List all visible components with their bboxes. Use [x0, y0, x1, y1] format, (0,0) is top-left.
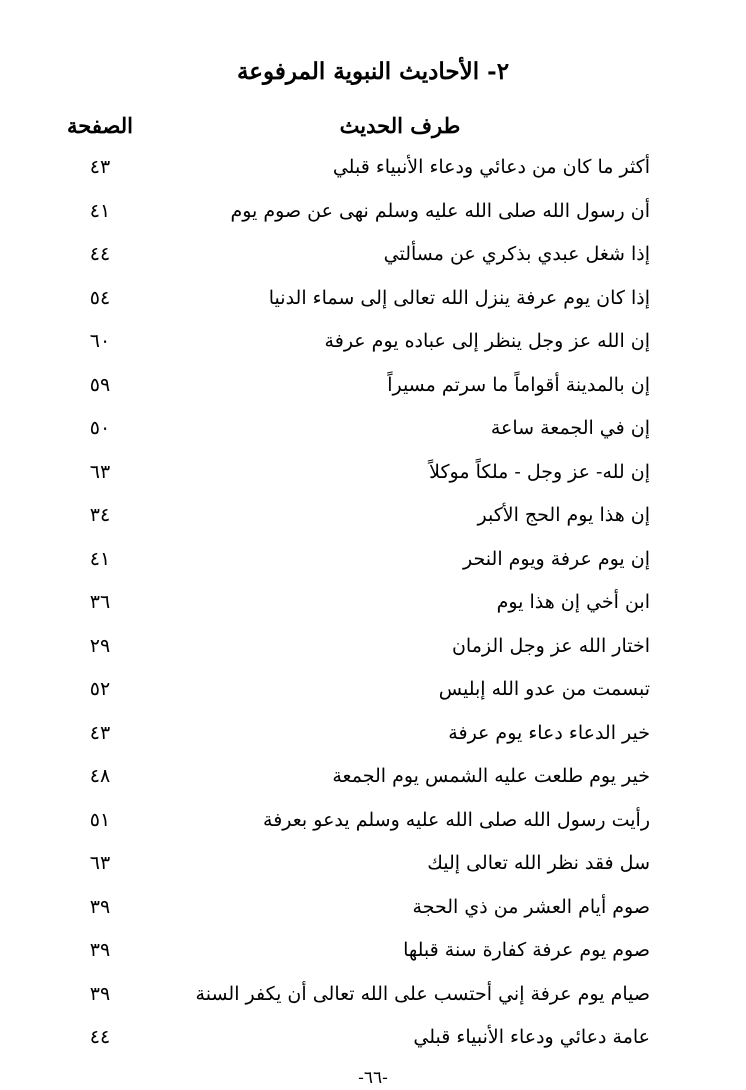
list-item	[0, 716, 746, 760]
hadith-text: إذا كان يوم عرفة ينزل الله تعالى إلى سماء الدنيا	[268, 286, 650, 309]
list-item	[0, 585, 746, 629]
hadith-text: إن يوم عرفة ويوم النحر	[463, 547, 650, 570]
page-ref: ٥٢	[89, 678, 111, 700]
hadith-text: أكثر ما كان من دعائي ودعاء الأنبياء قبلي	[332, 156, 650, 178]
list-item	[0, 933, 746, 977]
page-ref: ٣٩	[89, 939, 111, 961]
column-header-hadith: طرف الحديث	[339, 113, 461, 138]
page-ref: ٤١	[89, 199, 111, 222]
hadith-text: خير الدعاء دعاء يوم عرفة	[448, 721, 650, 744]
hadith-text: إن لله- عز وجل - ملكاً موكلاً	[429, 460, 650, 483]
hadith-text: تبسمت من عدو الله إبليس	[438, 678, 650, 700]
hadith-text: عامة دعائي ودعاء الأنبياء قبلي	[413, 1026, 650, 1048]
list-item	[0, 803, 746, 847]
hadith-text: إن الله عز وجل ينظر إلى عباده يوم عرفة	[324, 330, 650, 352]
page-ref: ٥٩	[89, 373, 111, 396]
page-ref: ٤٣	[89, 156, 111, 178]
page-ref: ٦٠	[89, 330, 111, 352]
list-item	[0, 324, 746, 368]
page-ref: ٥٤	[89, 286, 111, 309]
section-title: ٢- الأحاديث النبوية المرفوعة	[236, 58, 510, 85]
hadith-text: صوم أيام العشر من ذي الحجة	[412, 895, 650, 918]
list-item	[0, 977, 746, 1021]
list-item	[0, 759, 746, 803]
page-ref: ٣٦	[89, 591, 111, 613]
list-item	[0, 672, 746, 716]
list-item	[0, 846, 746, 890]
list-item	[0, 890, 746, 934]
list-item	[0, 629, 746, 673]
page-ref: ٥٠	[89, 417, 111, 439]
hadith-index-list	[0, 150, 746, 1064]
page-ref: ٣٩	[89, 982, 111, 1005]
list-item	[0, 194, 746, 238]
hadith-text: ابن أخي إن هذا يوم	[496, 591, 650, 613]
hadith-text: صوم يوم عرفة كفارة سنة قبلها	[403, 939, 650, 961]
list-item	[0, 455, 746, 499]
list-item	[0, 281, 746, 325]
page-ref: ٣٩	[89, 895, 111, 918]
hadith-text: إن في الجمعة ساعة	[490, 417, 650, 439]
page-ref: ٦٣	[89, 852, 111, 874]
list-item	[0, 542, 746, 586]
page-ref: ٤٨	[89, 765, 111, 787]
list-item	[0, 411, 746, 455]
column-header-page: الصفحة	[67, 113, 133, 138]
hadith-text: رأيت رسول الله صلى الله عليه وسلم يدعو بعرفة	[263, 808, 650, 831]
hadith-text: خير يوم طلعت عليه الشمس يوم الجمعة	[332, 765, 650, 787]
hadith-text: سل فقد نظر الله تعالى إليك	[427, 852, 650, 874]
list-item	[0, 368, 746, 412]
list-item	[0, 237, 746, 281]
hadith-text: إن هذا يوم الحج الأكبر	[477, 504, 650, 526]
hadith-text: أن رسول الله صلى الله عليه وسلم نهى عن صوم يوم	[230, 199, 650, 222]
hadith-text: إن بالمدينة أقواماً ما سرتم مسيراً	[387, 373, 650, 396]
page-ref: ٤٣	[89, 721, 111, 744]
page-ref: ٢٩	[89, 634, 111, 657]
hadith-text: إذا شغل عبدي بذكري عن مسألتي	[383, 243, 650, 265]
hadith-text: صيام يوم عرفة إني أحتسب على الله تعالى أن يكفر السنة	[195, 982, 650, 1005]
list-item	[0, 498, 746, 542]
list-item	[0, 1020, 746, 1064]
list-item	[0, 150, 746, 194]
page-number: -٦٦-	[358, 1068, 388, 1088]
page-ref: ٣٤	[89, 504, 111, 526]
page-ref: ٤٤	[89, 1026, 111, 1048]
page-ref: ٦٣	[89, 460, 111, 483]
page-ref: ٤١	[89, 547, 111, 570]
page-ref: ٥١	[89, 808, 111, 831]
page-ref: ٤٤	[89, 243, 111, 265]
hadith-text: اختار الله عز وجل الزمان	[451, 634, 650, 657]
